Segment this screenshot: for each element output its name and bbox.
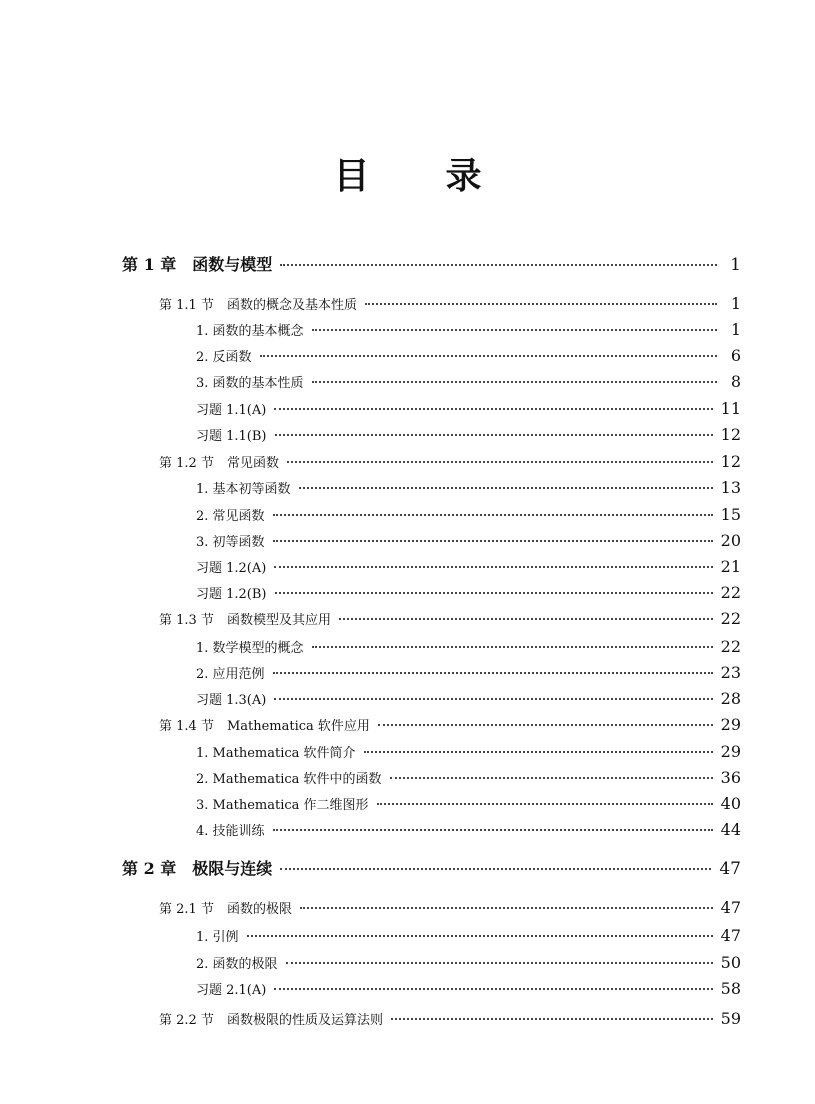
dot-leader [273,514,713,516]
title-char-2: 录 [445,156,482,197]
dot-leader [274,408,712,410]
toc-item-entry [196,663,741,683]
toc-entry-label: 第 2.1 节 函数的极限 [159,902,292,917]
toc-entry-label: 习题 1.3(A) [196,693,267,708]
dot-leader [339,618,713,620]
toc-item-entry [196,768,741,788]
toc-entry-label: 习题 1.1(A) [196,403,267,418]
toc-entry-page-number: 1 [730,255,741,275]
toc-item-entry [196,557,741,577]
toc-entry-page-number: 22 [720,609,741,628]
dot-leader [273,829,713,831]
toc-item-entry [196,979,741,999]
toc-entry-label: 习题 1.2(B) [196,587,267,602]
dot-leader [312,646,713,648]
dot-leader [299,487,713,489]
toc-entry-label: 1. 数学模型的概念 [196,641,304,656]
title-char-1: 目 [333,156,370,197]
dot-leader [364,751,713,753]
toc-entry-page-number: 13 [720,478,741,497]
toc-entry-label: 2. 反函数 [196,350,252,365]
toc-section-entry [159,715,741,735]
toc-entry-page-number: 11 [720,399,741,418]
toc-entry-label: 4. 技能训练 [196,824,265,839]
toc-item-entry [196,320,741,340]
toc-entry-page-number: 6 [730,346,741,365]
toc-item-entry [196,953,741,973]
toc-entry-label: 2. 函数的极限 [196,957,278,972]
toc-entry-page-number: 47 [720,926,741,945]
dot-leader [390,777,713,779]
toc-item-entry [196,346,741,366]
toc-section-entry [159,609,741,629]
toc-entry-page-number: 40 [720,794,741,813]
toc-item-entry [196,794,741,814]
toc-entry-page-number: 1 [730,320,741,339]
toc-entry-label: 第 2.2 节 函数极限的性质及运算法则 [159,1013,383,1028]
dot-leader [286,962,713,964]
dot-leader [275,434,713,436]
toc-section-entry [159,898,741,918]
toc-item-entry [196,820,741,840]
toc-entry-label: 3. Mathematica 作二维图形 [196,798,369,813]
toc-section-entry [159,294,741,314]
toc-entry-label: 2. 应用范例 [196,667,265,682]
toc-item-entry [196,742,741,762]
dot-leader [365,303,717,305]
toc-entry-label: 第 1.4 节 Mathematica 软件应用 [159,719,370,734]
toc-entry-label: 3. 函数的基本性质 [196,376,304,391]
toc-item-entry [196,478,741,498]
toc-item-entry [196,425,741,445]
toc-entry-page-number: 28 [720,689,741,708]
toc-chapter-entry [122,255,741,275]
toc-section-entry [159,1009,741,1029]
toc-entry-page-number: 22 [720,637,741,656]
toc-item-entry [196,583,741,603]
dot-leader [280,264,717,266]
dot-leader [274,988,712,990]
toc-entry-page-number: 47 [720,898,741,917]
dot-leader [274,566,712,568]
toc-entry-page-number: 12 [720,452,741,471]
toc-entry-label: 1. 函数的基本概念 [196,324,304,339]
toc-entry-label: 2. 常见函数 [196,509,265,524]
toc-entry-label: 2. Mathematica 软件中的函数 [196,772,382,787]
toc-chapter-entry [122,859,741,879]
toc-entry-page-number: 47 [719,859,741,879]
toc-entry-page-number: 23 [720,663,741,682]
toc-entry-page-number: 21 [720,557,741,576]
toc-item-entry [196,372,741,392]
toc-entry-label: 第 2 章 极限与连续 [122,859,273,878]
toc-entry-label: 第 1.2 节 常见函数 [159,456,279,471]
toc-entry-page-number: 59 [720,1009,741,1028]
toc-entry-label: 3. 初等函数 [196,535,265,550]
toc-section-entry [159,452,741,472]
dot-leader [287,461,713,463]
toc-entry-page-number: 22 [720,583,741,602]
toc-item-entry [196,926,741,946]
toc-entry-page-number: 29 [720,715,741,734]
toc-entry-label: 第 1.3 节 函数模型及其应用 [159,613,331,628]
dot-leader [312,329,717,331]
dot-leader [378,724,713,726]
dot-leader [273,672,713,674]
toc-item-entry [196,399,741,419]
toc-entry-label: 习题 2.1(A) [196,983,267,998]
dot-leader [260,355,717,357]
dot-leader [274,698,712,700]
toc-entry-label: 1. Mathematica 软件简介 [196,746,356,761]
toc-entry-page-number: 8 [730,372,741,391]
dot-leader [312,381,717,383]
dot-leader [247,935,713,937]
dot-leader [280,868,711,870]
toc-entry-page-number: 12 [720,425,741,444]
toc-entry-page-number: 29 [720,742,741,761]
toc-entry-page-number: 15 [720,505,741,524]
toc-entry-label: 习题 1.2(A) [196,561,267,576]
toc-item-entry [196,689,741,709]
toc-entry-page-number: 36 [720,768,741,787]
dot-leader [377,803,713,805]
dot-leader [275,592,713,594]
toc-entry-label: 1. 引例 [196,930,239,945]
toc-entry-label: 习题 1.1(B) [196,429,267,444]
toc-entry-page-number: 44 [720,820,741,839]
toc-entry-label: 1. 基本初等函数 [196,482,291,497]
toc-entry-label: 第 1 章 函数与模型 [122,255,273,274]
toc-entry-label: 第 1.1 节 函数的概念及基本性质 [159,298,357,313]
toc-entry-page-number: 58 [720,979,741,998]
toc-item-entry [196,505,741,525]
toc-entry-page-number: 1 [730,294,741,313]
toc-item-entry [196,637,741,657]
dot-leader [273,540,713,542]
toc-item-entry [196,531,741,551]
toc-entry-page-number: 50 [720,953,741,972]
toc-entry-page-number: 20 [720,531,741,550]
dot-leader [300,907,713,909]
dot-leader [391,1018,713,1020]
